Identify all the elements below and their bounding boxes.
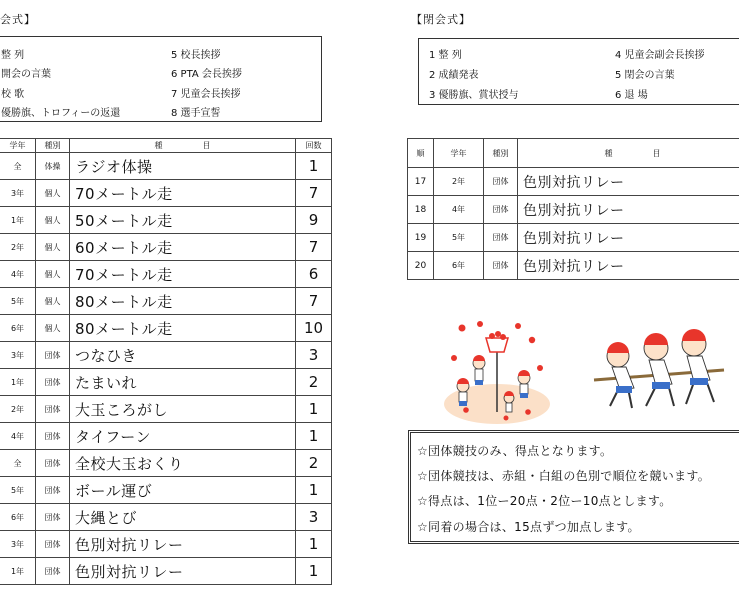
ball-toss-children-illustration: [442, 318, 552, 426]
count-cell: 3: [296, 504, 332, 531]
table-row: [0, 531, 332, 558]
table-row: [0, 558, 332, 585]
type-cell: 団体: [36, 504, 70, 531]
event-cell: つなひき: [70, 342, 296, 369]
grade-cell: 6年: [0, 504, 36, 531]
type-cell: 体操: [36, 153, 70, 180]
type-cell: 団体: [484, 252, 518, 280]
grade-cell: 3年: [0, 180, 36, 207]
type-cell: 団体: [484, 196, 518, 224]
count-cell: 1: [296, 558, 332, 585]
event-cell: 色別対抗リレー: [70, 558, 296, 585]
closing-ceremony-box: [418, 38, 739, 105]
count-cell: 1: [296, 477, 332, 504]
header-type: 種別: [484, 139, 518, 168]
table-row: [0, 477, 332, 504]
type-cell: 団体: [36, 558, 70, 585]
grade-cell: 3年: [0, 531, 36, 558]
count-cell: 1: [296, 153, 332, 180]
event-cell: 60メートル走: [70, 234, 296, 261]
opening-item: 7 児童会長挨拶: [171, 89, 241, 100]
opening-ceremony-heading: 会式】: [0, 13, 36, 26]
event-cell: 色別対抗リレー: [518, 252, 739, 280]
table-row: [0, 288, 332, 315]
opening-item: 6 PTA 会長挨拶: [171, 69, 242, 80]
event-cell: 色別対抗リレー: [70, 531, 296, 558]
event-cell: 全校大玉おくり: [70, 450, 296, 477]
count-cell: 2: [296, 369, 332, 396]
type-cell: 団体: [36, 450, 70, 477]
header-grade: 学年: [0, 139, 36, 153]
grade-cell: 5年: [434, 224, 484, 252]
event-cell: 色別対抗リレー: [518, 168, 739, 196]
grade-cell: 3年: [0, 342, 36, 369]
grade-cell: 全: [0, 450, 36, 477]
note-line: ☆団体競技のみ、得点となります。: [417, 444, 613, 458]
table-row: [0, 342, 332, 369]
count-cell: 9: [296, 207, 332, 234]
closing-item: 5 閉会の言葉: [615, 70, 675, 81]
header-count: 回数: [296, 139, 332, 153]
note-line: ☆同着の場合は、15点ずつ加点します。: [417, 520, 640, 534]
grade-cell: 4年: [0, 423, 36, 450]
note-line: ☆得点は、1位ー20点・2位ー10点とします。: [417, 494, 672, 508]
table-row: [408, 196, 739, 224]
grade-cell: 全: [0, 153, 36, 180]
event-cell: 70メートル走: [70, 261, 296, 288]
grade-cell: 6年: [434, 252, 484, 280]
grade-cell: 1年: [0, 207, 36, 234]
table-row: [408, 168, 739, 196]
type-cell: 団体: [484, 224, 518, 252]
opening-item: 5 校長挨拶: [171, 50, 221, 61]
grade-cell: 2年: [0, 396, 36, 423]
right-program-table: [407, 138, 739, 280]
type-cell: 団体: [36, 396, 70, 423]
closing-item: 6 退 場: [615, 90, 648, 101]
table-row: [0, 504, 332, 531]
type-cell: 個人: [36, 261, 70, 288]
grade-cell: 2年: [434, 168, 484, 196]
count-cell: 1: [296, 531, 332, 558]
opening-item: 開会の言葉: [1, 69, 51, 80]
grade-cell: 1年: [0, 369, 36, 396]
type-cell: 個人: [36, 288, 70, 315]
grade-cell: 4年: [0, 261, 36, 288]
table-row: [0, 396, 332, 423]
event-cell: 50メートル走: [70, 207, 296, 234]
count-cell: 10: [296, 315, 332, 342]
count-cell: 7: [296, 234, 332, 261]
type-cell: 団体: [36, 423, 70, 450]
opening-item: 優勝旗、トロフィーの返還: [1, 108, 121, 119]
type-cell: 団体: [484, 168, 518, 196]
table-row: [0, 180, 332, 207]
table-row: [0, 369, 332, 396]
table-row: [0, 450, 332, 477]
count-cell: 2: [296, 450, 332, 477]
type-cell: 個人: [36, 207, 70, 234]
type-cell: 団体: [36, 531, 70, 558]
count-cell: 1: [296, 423, 332, 450]
event-cell: 80メートル走: [70, 315, 296, 342]
tug-of-war-children-illustration: [592, 326, 726, 420]
event-cell: 70メートル走: [70, 180, 296, 207]
event-cell: 色別対抗リレー: [518, 224, 739, 252]
table-row: [0, 423, 332, 450]
header-event: 種 目: [70, 139, 296, 153]
grade-cell: 6年: [0, 315, 36, 342]
event-cell: タイフーン: [70, 423, 296, 450]
event-cell: 大縄とび: [70, 504, 296, 531]
order-cell: 19: [408, 224, 434, 252]
grade-cell: 5年: [0, 477, 36, 504]
table-row: [0, 261, 332, 288]
count-cell: 1: [296, 396, 332, 423]
type-cell: 団体: [36, 342, 70, 369]
type-cell: 団体: [36, 369, 70, 396]
table-header-row: [408, 139, 739, 168]
closing-item: 3 優勝旗、賞状授与: [429, 90, 519, 101]
table-row: [0, 315, 332, 342]
type-cell: 団体: [36, 477, 70, 504]
closing-item: 1 整 列: [429, 50, 462, 61]
header-type: 種別: [36, 139, 70, 153]
count-cell: 6: [296, 261, 332, 288]
grade-cell: 2年: [0, 234, 36, 261]
table-row: [0, 153, 332, 180]
order-cell: 17: [408, 168, 434, 196]
scoring-notes-box: [408, 430, 739, 544]
closing-ceremony-heading: 【閉会式】: [411, 13, 471, 26]
grade-cell: 1年: [0, 558, 36, 585]
header-grade: 学年: [434, 139, 484, 168]
count-cell: 7: [296, 180, 332, 207]
count-cell: 7: [296, 288, 332, 315]
table-row: [0, 234, 332, 261]
type-cell: 個人: [36, 315, 70, 342]
type-cell: 個人: [36, 180, 70, 207]
event-cell: ラジオ体操: [70, 153, 296, 180]
event-cell: たまいれ: [70, 369, 296, 396]
count-cell: 3: [296, 342, 332, 369]
table-header-row: [0, 139, 332, 153]
opening-item: 整 列: [1, 50, 25, 61]
closing-item: 4 児童会副会長挨拶: [615, 50, 705, 61]
order-cell: 18: [408, 196, 434, 224]
opening-item: 校 歌: [1, 89, 25, 100]
order-cell: 20: [408, 252, 434, 280]
event-cell: 大玉ころがし: [70, 396, 296, 423]
note-line: ☆団体競技は、赤組・白組の色別で順位を競います。: [417, 469, 710, 483]
event-cell: 80メートル走: [70, 288, 296, 315]
left-program-table: [0, 138, 332, 585]
opening-ceremony-box: [0, 36, 322, 122]
header-event: 種 目: [518, 139, 739, 168]
opening-item: 8 選手宣誓: [171, 108, 221, 119]
table-row: [0, 207, 332, 234]
event-cell: 色別対抗リレー: [518, 196, 739, 224]
grade-cell: 4年: [434, 196, 484, 224]
table-row: [408, 252, 739, 280]
grade-cell: 5年: [0, 288, 36, 315]
closing-item: 2 成績発表: [429, 70, 479, 81]
table-row: [408, 224, 739, 252]
event-cell: ボール運び: [70, 477, 296, 504]
type-cell: 個人: [36, 234, 70, 261]
header-order: 順: [408, 139, 434, 168]
